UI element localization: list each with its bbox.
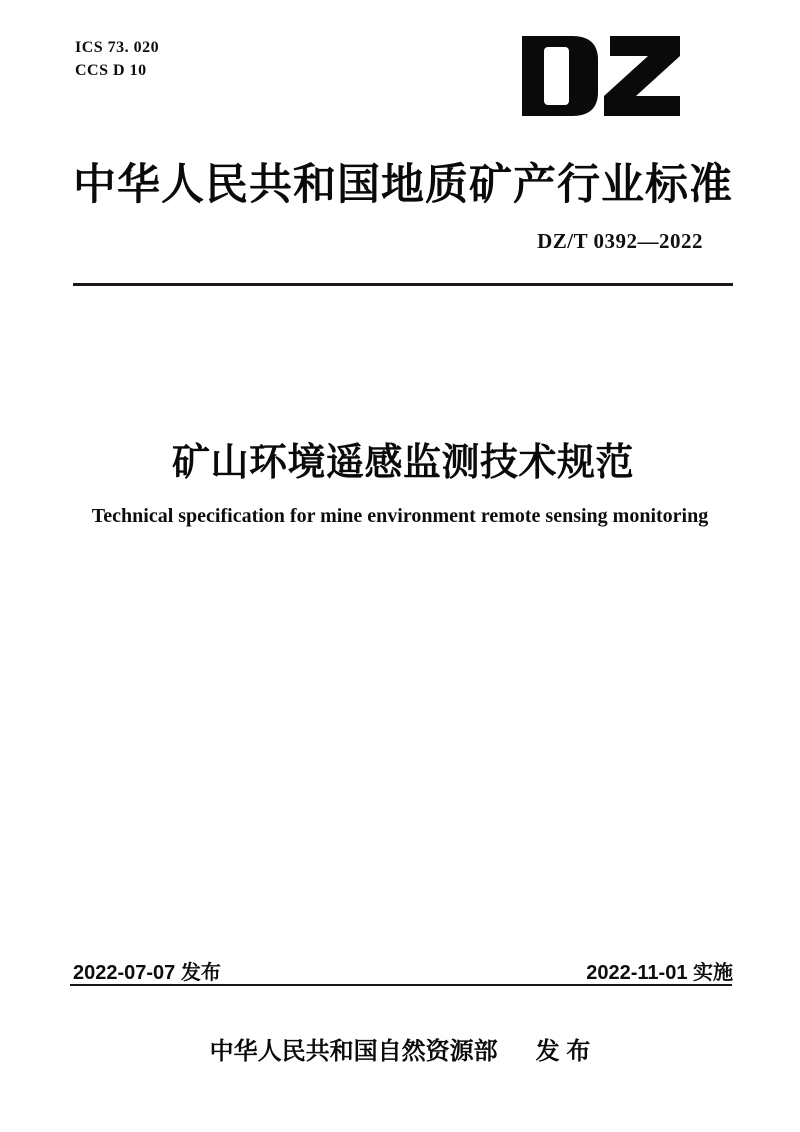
ics-code: ICS 73. 020 <box>75 39 160 56</box>
publisher-name: 中华人民共和国自然资源部 <box>209 1038 498 1065</box>
publisher-line <box>0 1031 800 1066</box>
date-row <box>73 956 733 985</box>
document-title-en: Technical specification for mine environment remote sensing monitoring <box>91 505 709 527</box>
standard-number: DZ/T 0392—2022 <box>537 229 703 253</box>
dz-standard-logo-icon <box>521 36 683 116</box>
standard-category-title: 中华人民共和国地质矿产行业标准 <box>73 161 733 209</box>
implement-date: 2022-11-01 实施 <box>586 962 733 984</box>
ccs-code: CCS D 10 <box>75 62 147 79</box>
issue-date: 2022-07-07 发布 <box>73 962 221 984</box>
footer-divider <box>70 984 732 986</box>
classification-codes <box>75 36 159 82</box>
document-title-zh: 矿山环境遥感监测技术规范 <box>171 442 634 484</box>
header-divider <box>73 283 733 286</box>
publish-action-label: 发 布 <box>535 1038 591 1065</box>
